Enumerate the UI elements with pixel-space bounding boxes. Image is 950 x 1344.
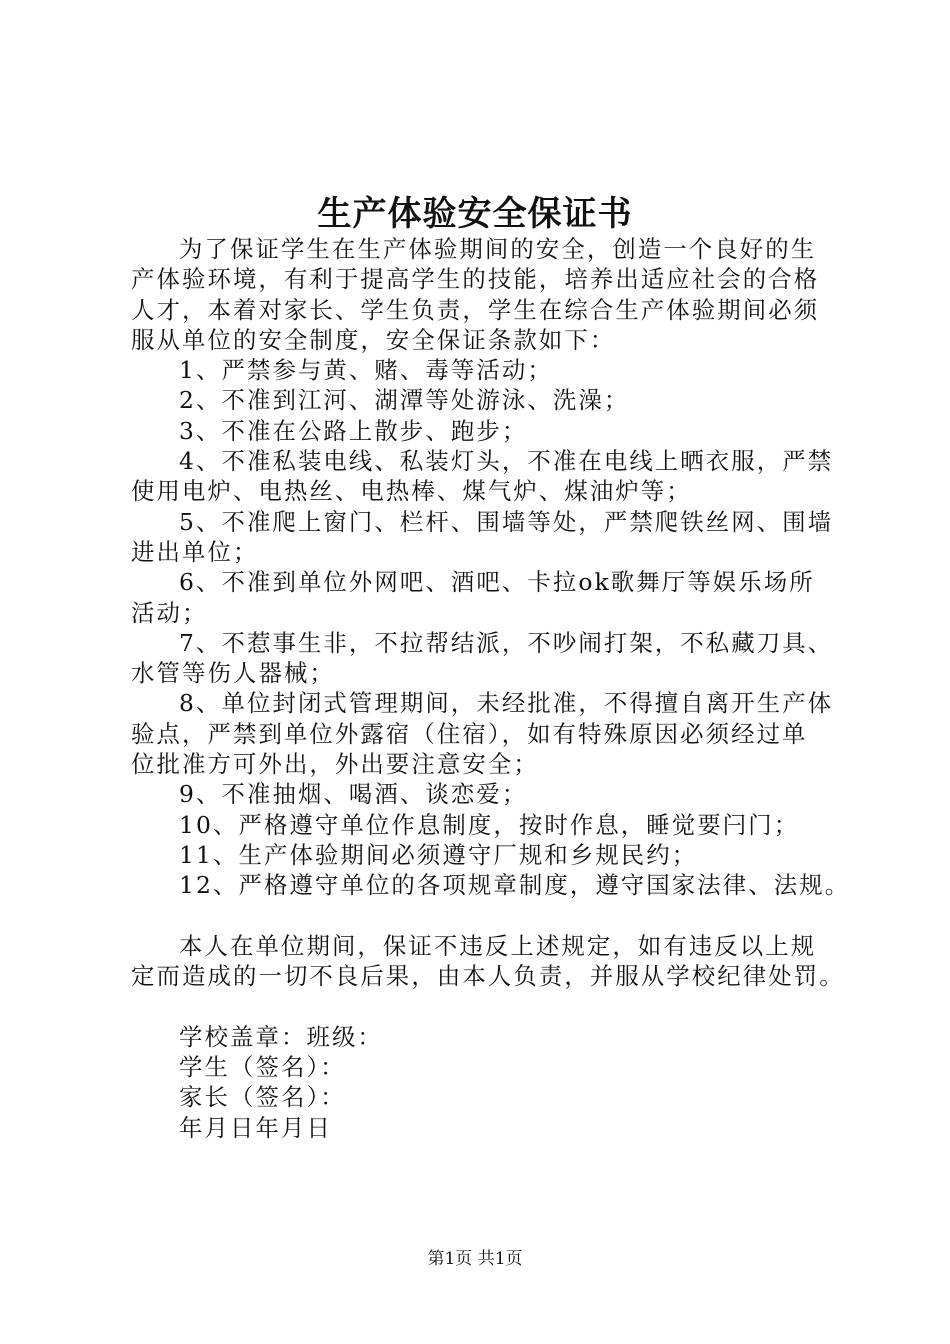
rule-line: 12、严格遵守单位的各项规章制度，遵守国家法律、法规。 <box>179 871 851 900</box>
rule-line: 6、不准到单位外网吧、酒吧、卡拉ok歌舞厅等娱乐场所 <box>179 568 815 597</box>
rule-line: 水管等伤人器械； <box>131 659 335 688</box>
rule-item <box>131 446 839 507</box>
document-title: 生产体验安全保证书 <box>317 194 633 234</box>
rule-line: 1、严禁参与黄、赌、毒等活动； <box>179 356 553 385</box>
rule-line: 11、生产体验期间必须遵守厂规和乡规民约； <box>179 840 698 869</box>
page-number: 第1页 共1页 <box>427 1249 523 1269</box>
rules-list <box>131 355 851 900</box>
intro-paragraph <box>131 234 839 355</box>
pledge-line: 本人在单位期间，保证不违反上述规定，如有违反以上规 <box>179 931 817 960</box>
rule-item <box>131 567 839 628</box>
rule-item <box>131 628 839 689</box>
intro-line: 人才，本着对家长、学生负责，学生在综合生产体验期间必须 <box>131 295 820 324</box>
parent-signature-line: 家长（签名）： <box>179 1083 346 1112</box>
rule-item <box>131 870 851 900</box>
rule-item <box>131 385 839 415</box>
pledge-paragraph <box>131 931 845 992</box>
blank-line <box>131 991 839 1021</box>
rule-line: 位批准方可外出，外出要注意安全； <box>131 750 539 779</box>
rule-line: 7、不惹事生非，不拉帮结派，不吵闹打架，不私藏刀具、 <box>179 628 834 657</box>
rule-line: 4、不准私装电线、私装灯头，不准在电线上晒衣服，严禁 <box>179 447 834 476</box>
rule-item <box>131 688 839 779</box>
school-seal-line: 学校盖章：班级： <box>179 1022 383 1051</box>
rule-item <box>131 810 839 840</box>
document-body <box>131 234 851 1143</box>
rule-line: 5、不准爬上窗门、栏杆、围墙等处，严禁爬铁丝网、围墙 <box>179 507 834 536</box>
rule-line: 进出单位； <box>131 537 259 566</box>
rule-line: 10、严格遵守单位作息制度，按时作息，睡觉要闩门； <box>179 810 800 839</box>
rule-item <box>131 507 839 568</box>
student-signature-line: 学生（签名）： <box>179 1053 346 1082</box>
rule-item <box>131 840 839 870</box>
date-line: 年月日年月日 <box>179 1113 332 1142</box>
rule-line: 9、不准抽烟、喝酒、谈恋爱； <box>179 780 528 809</box>
signature-block <box>131 1022 839 1143</box>
intro-line: 为了保证学生在生产体验期间的安全，创造一个良好的生 <box>179 235 817 263</box>
rule-line: 8、单位封闭式管理期间，未经批准，不得擅自离开生产体 <box>179 689 834 718</box>
rule-item <box>131 355 839 385</box>
blank-line <box>131 901 839 931</box>
rule-line: 验点，严禁到单位外露宿（住宿），如有特殊原因必须经过单 <box>131 719 808 748</box>
pledge-line: 定而造成的一切不良后果，由本人负责，并服从学校纪律处罚。 <box>131 962 845 991</box>
intro-line: 产体验环境，有利于提高学生的技能，培养出适应社会的合格 <box>131 265 820 294</box>
intro-line: 服从单位的安全制度，安全保证条款如下： <box>131 325 616 354</box>
rule-line: 使用电炉、电热丝、电热棒、煤气炉、煤油炉等； <box>131 477 692 506</box>
rule-item <box>131 779 839 809</box>
rule-line: 3、不准在公路上散步、跑步； <box>179 416 528 445</box>
rule-item <box>131 416 839 446</box>
rule-line: 活动； <box>131 598 208 627</box>
rule-line: 2、不准到江河、湖潭等处游泳、洗澡； <box>179 386 630 415</box>
